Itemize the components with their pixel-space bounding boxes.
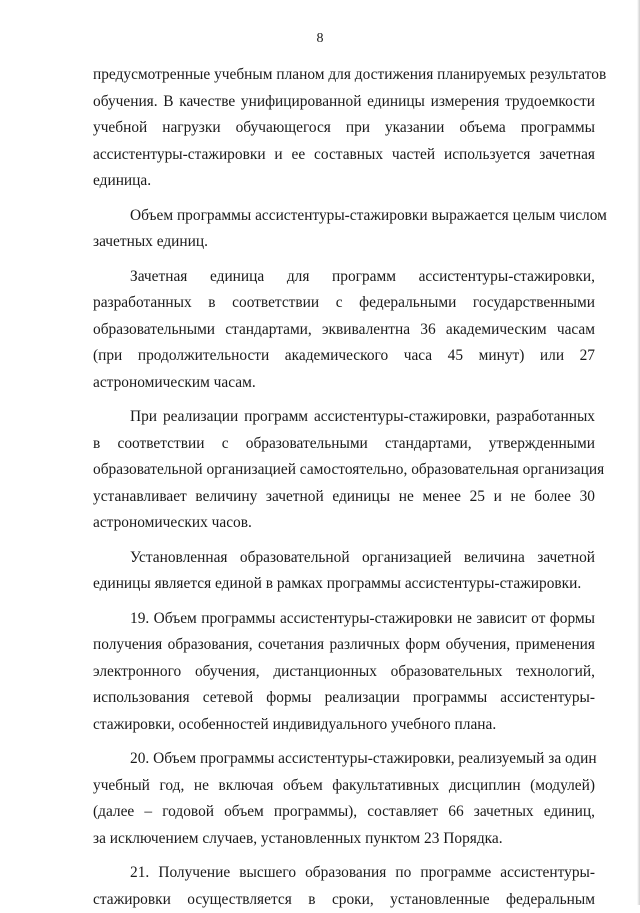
text-line: Установленная образовательной организацией величина зачетной (93, 545, 595, 572)
page-number: 8 (0, 31, 640, 47)
text-line: 19. Объем программы ассистентуры-стажировки не зависит от формы (93, 606, 595, 633)
paragraph (93, 203, 595, 256)
text-line: стажировки осуществляется в сроки, установленные федеральным (93, 887, 595, 913)
text-line: Объем программы ассистентуры-стажировки выражается целым числом (93, 203, 595, 230)
text-line: зачетных единиц. (93, 229, 595, 256)
text-line: разработанных в соответствии с федеральными государственными (93, 290, 595, 317)
text-line: электронного обучения, дистанционных образовательных технологий, (93, 659, 595, 686)
text-line: за исключением случаев, установленных пунктом 23 Порядка. (93, 826, 595, 853)
paragraph (93, 606, 595, 739)
paragraph (93, 545, 595, 598)
text-line: обучения. В качестве унифицированной единицы измерения трудоемкости (93, 89, 595, 116)
text-line: При реализации программ ассистентуры-стажировки, разработанных (93, 404, 595, 431)
text-line: (при продолжительности академического часа 45 минут) или 27 (93, 343, 595, 370)
text-line: астрономическим часам. (93, 370, 595, 397)
paragraph (93, 746, 595, 852)
text-line: образовательной организацией самостоятельно, образовательная организация (93, 457, 595, 484)
text-line: устанавливает величину зачетной единицы не менее 25 и не более 30 (93, 484, 595, 511)
text-line: использования сетевой формы реализации программы ассистентуры- (93, 685, 595, 712)
text-line: единица. (93, 168, 595, 195)
text-line: образовательными стандартами, эквивалентна 36 академическим часам (93, 317, 595, 344)
text-line: предусмотренные учебным планом для достижения планируемых результатов (93, 62, 595, 89)
paragraph (93, 860, 595, 913)
text-line: (далее – годовой объем программы), составляет 66 зачетных единиц, (93, 799, 595, 826)
text-line: в соответствии с образовательными стандартами, утвержденными (93, 431, 595, 458)
paragraph (93, 264, 595, 397)
text-line: 21. Получение высшего образования по программе ассистентуры- (93, 860, 595, 887)
text-line: Зачетная единица для программ ассистентуры-стажировки, (93, 264, 595, 291)
text-line: астрономических часов. (93, 510, 595, 537)
text-line: учебный год, не включая объем факультативных дисциплин (модулей) (93, 773, 595, 800)
text-line: единицы является единой в рамках программы ассистентуры-стажировки. (93, 571, 595, 598)
text-line: ассистентуры-стажировки и ее составных частей используется зачетная (93, 142, 595, 169)
paragraph (93, 62, 595, 195)
text-line: стажировки, особенностей индивидуального учебного плана. (93, 712, 595, 739)
text-line: учебной нагрузки обучающегося при указании объема программы (93, 115, 595, 142)
text-line: получения образования, сочетания различных форм обучения, применения (93, 632, 595, 659)
text-line: 20. Объем программы ассистентуры-стажировки, реализуемый за один (93, 746, 595, 773)
paragraph (93, 404, 595, 537)
document-body (93, 62, 595, 913)
